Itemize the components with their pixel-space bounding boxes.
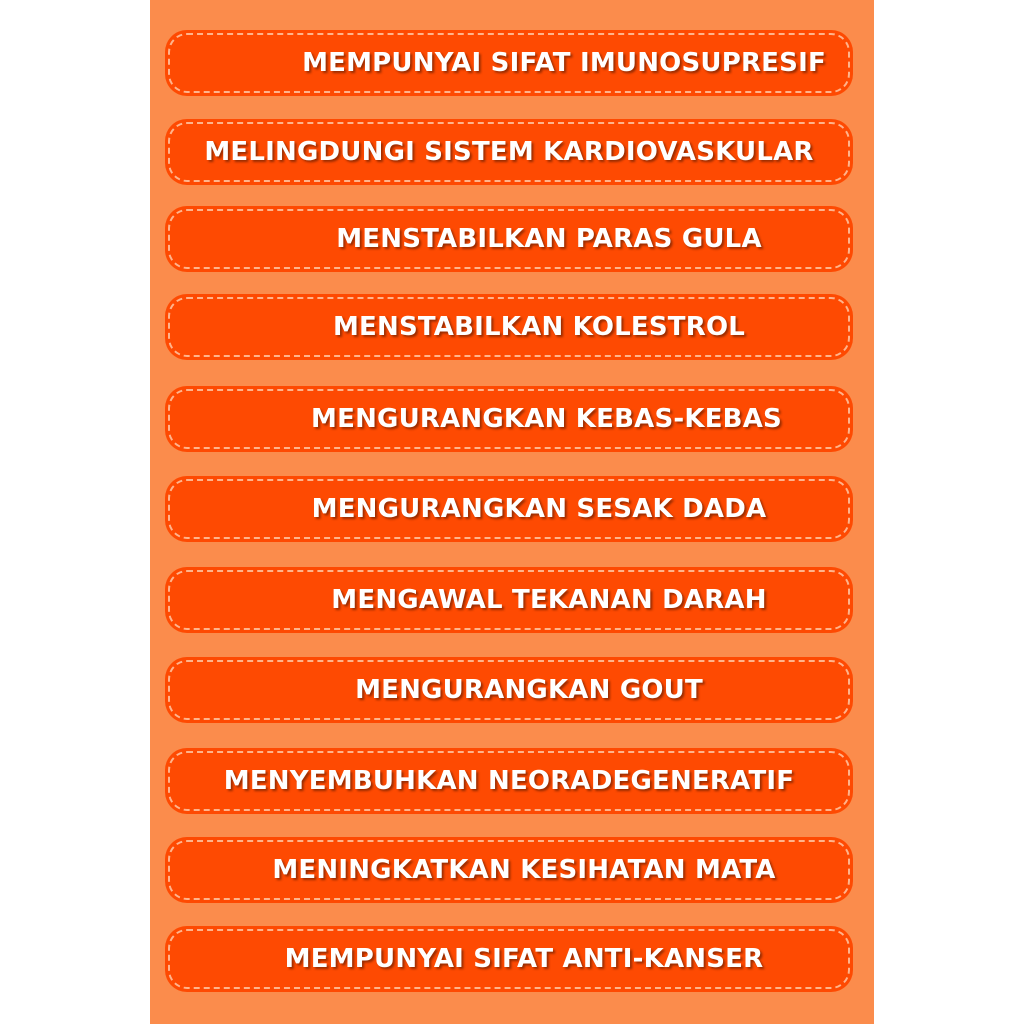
benefit-banner <box>165 837 853 903</box>
benefit-text: MENGURANGKAN SESAK DADA <box>311 494 767 524</box>
benefit-banner <box>165 386 853 452</box>
benefit-text: MENSTABILKAN PARAS GULA <box>336 224 762 254</box>
benefit-banner <box>165 748 853 814</box>
benefit-text: MENGURANGKAN KEBAS-KEBAS <box>311 404 782 434</box>
benefit-text: MENGURANGKAN GOUT <box>355 675 703 705</box>
benefit-banner <box>165 926 853 992</box>
benefit-text: MELINGDUNGI SISTEM KARDIOVASKULAR <box>204 137 814 167</box>
benefit-banner <box>165 30 853 96</box>
benefit-banner <box>165 119 853 185</box>
benefit-banner <box>165 206 853 272</box>
benefit-text: MEMPUNYAI SIFAT ANTI-KANSER <box>284 944 764 974</box>
benefit-text: MEMPUNYAI SIFAT IMUNOSUPRESIF <box>302 48 826 78</box>
benefit-text: MENYEMBUHKAN NEORADEGENERATIF <box>223 766 795 796</box>
benefit-text: MENINGKATKAN KESIHATAN MATA <box>272 855 776 885</box>
benefit-banner <box>165 657 853 723</box>
benefit-banner <box>165 476 853 542</box>
benefit-banner <box>165 294 853 360</box>
benefit-text: MENSTABILKAN KOLESTROL <box>332 312 746 342</box>
benefit-text: MENGAWAL TEKANAN DARAH <box>331 585 767 615</box>
benefit-banner <box>165 567 853 633</box>
